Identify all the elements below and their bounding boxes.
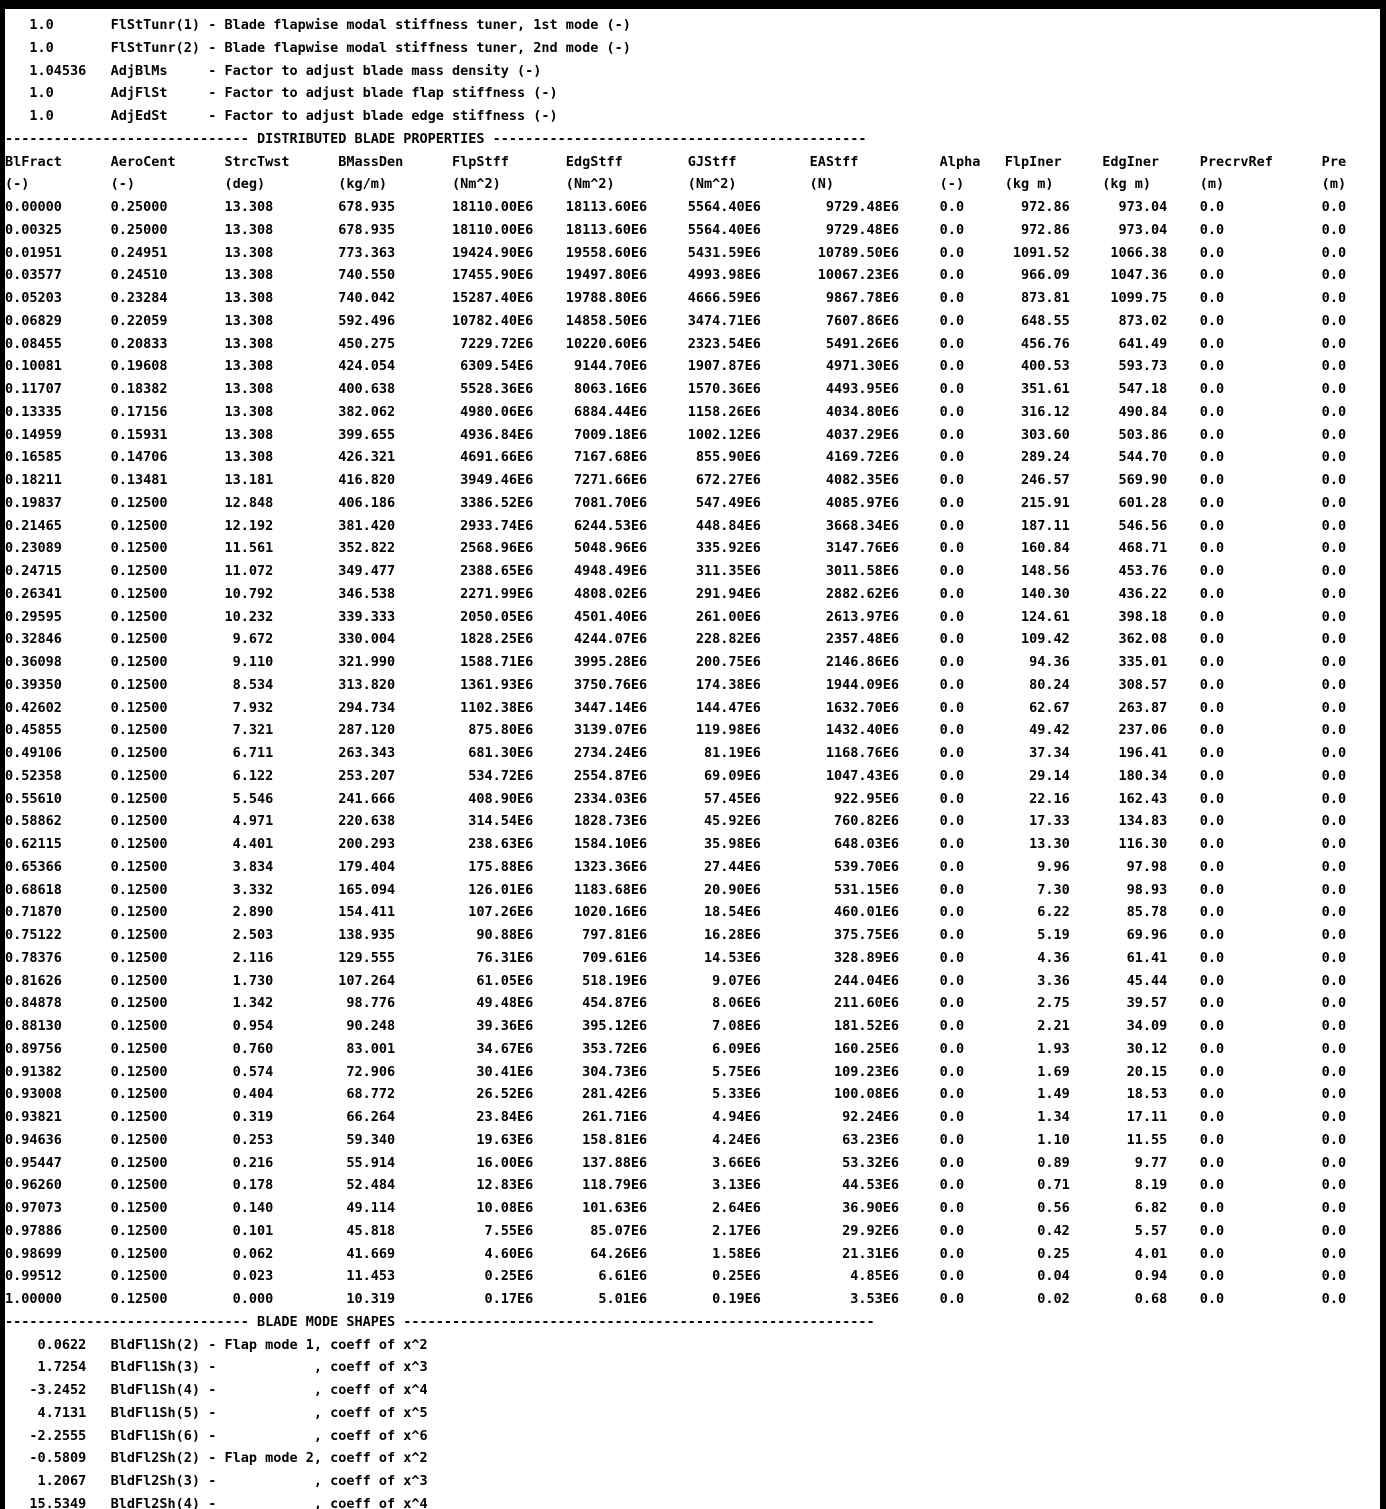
table-header-row: BlFract AeroCent StrcTwst BMassDen FlpStff EdgStff GJStff EAStff Alpha FlpIner EdgIner PrecrvRef Pre [5,153,1347,170]
table-row: 0.98699 0.12500 0.062 41.669 4.60E6 64.26E6 1.58E6 21.31E6 0.0 0.25 4.01 0.0 0.0 [5,1245,1347,1262]
table-row: 0.01951 0.24951 13.308 773.363 19424.90E6 19558.60E6 5431.59E6 10789.50E6 0.0 1091.52 1066.38 0.0 0.0 [5,244,1347,261]
table-row: 0.29595 0.12500 10.232 339.333 2050.05E6 4501.40E6 261.00E6 2613.97E6 0.0 124.61 398.18 0.0 0.0 [5,608,1347,625]
table-row: 0.91382 0.12500 0.574 72.906 30.41E6 304.73E6 5.75E6 109.23E6 0.0 1.69 20.15 0.0 0.0 [5,1063,1347,1080]
table-row: 0.11707 0.18382 13.308 400.638 5528.36E6 8063.16E6 1570.36E6 4493.95E6 0.0 351.61 547.18 0.0 0.0 [5,381,1347,397]
table-row: 0.84878 0.12500 1.342 98.776 49.48E6 454.87E6 8.06E6 211.60E6 0.0 2.75 39.57 0.0 0.0 [5,995,1347,1012]
table-row: 0.08455 0.20833 13.308 450.275 7229.72E6 10220.60E6 2323.54E6 5491.26E6 0.0 456.76 641.49 0.0 0.0 [5,335,1347,352]
table-row: 0.39350 0.12500 8.534 313.820 1361.93E6 3750.76E6 174.38E6 1944.09E6 0.0 80.24 308.57 0.0 0.0 [5,676,1347,693]
mode-shape-line: 4.7131 BldFl1Sh(5) - , coeff of x^5 [5,1404,428,1421]
table-row: 0.62115 0.12500 4.401 200.293 238.63E6 1584.10E6 35.98E6 648.03E6 0.0 13.30 116.30 0.0 0.0 [5,836,1347,852]
table-row: 0.52358 0.12500 6.122 253.207 534.72E6 2554.87E6 69.09E6 1047.43E6 0.0 29.14 180.34 0.0 0.0 [5,767,1347,784]
table-row: 0.78376 0.12500 2.116 129.555 76.31E6 709.61E6 14.53E6 328.89E6 0.0 4.36 61.41 0.0 0.0 [5,949,1347,966]
table-row: 0.58862 0.12500 4.971 220.638 314.54E6 1828.73E6 45.92E6 760.82E6 0.0 17.33 134.83 0.0 0.0 [5,813,1347,830]
mode-shape-line: 1.2067 BldFl2Sh(3) - , coeff of x^3 [5,1473,428,1489]
table-row: 0.19837 0.12500 12.848 406.186 3386.52E6 7081.70E6 547.49E6 4085.97E6 0.0 215.91 601.28 0.0 0.0 [5,494,1347,511]
table-row: 0.16585 0.14706 13.308 426.321 4691.66E6 7167.68E6 855.90E6 4169.72E6 0.0 289.24 544.70 0.0 0.0 [5,449,1347,466]
table-row: 0.94636 0.12500 0.253 59.340 19.63E6 158.81E6 4.24E6 63.23E6 0.0 1.10 11.55 0.0 0.0 [5,1131,1347,1148]
table-row: 0.26341 0.12500 10.792 346.538 2271.99E6 4808.02E6 291.94E6 2882.62E6 0.0 140.30 436.22 0.0 0.0 [5,585,1347,602]
table-row: 0.05203 0.23284 13.308 740.042 15287.40E6 19788.80E6 4666.59E6 9867.78E6 0.0 873.81 1099.75 0.0 0.0 [5,290,1347,306]
table-row: 0.75122 0.12500 2.503 138.935 90.88E6 797.81E6 16.28E6 375.75E6 0.0 5.19 69.96 0.0 0.0 [5,927,1347,943]
table-row: 0.49106 0.12500 6.711 263.343 681.30E6 2734.24E6 81.19E6 1168.76E6 0.0 37.34 196.41 0.0 0.0 [5,745,1347,761]
table-row: 0.99512 0.12500 0.023 11.453 0.25E6 6.61E6 0.25E6 4.85E6 0.0 0.04 0.94 0.0 0.0 [5,1268,1347,1285]
table-row: 0.21465 0.12500 12.192 381.420 2933.74E6 6244.53E6 448.84E6 3668.34E6 0.0 187.11 546.56 0.0 0.0 [5,517,1347,534]
param-line: 1.0 FlStTunr(2) - Blade flapwise modal stiffness tuner, 2nd mode (-) [5,39,631,56]
mode-shape-line: 1.7254 BldFl1Sh(3) - , coeff of x^3 [5,1359,428,1376]
table-row: 0.00000 0.25000 13.308 678.935 18110.00E6 18113.60E6 5564.40E6 9729.48E6 0.0 972.86 973.04 0.0 0.0 [5,199,1347,215]
table-row: 0.23089 0.12500 11.561 352.822 2568.96E6 5048.96E6 335.92E6 3147.76E6 0.0 160.84 468.71 0.0 0.0 [5,540,1347,557]
mode-shape-line: 15.5349 BldFl2Sh(4) - , coeff of x^4 [5,1495,428,1509]
table-row: 0.13335 0.17156 13.308 382.062 4980.06E6 6884.44E6 1158.26E6 4034.80E6 0.0 316.12 490.84 0.0 0.0 [5,403,1347,420]
mode-shape-line: -0.5809 BldFl2Sh(2) - Flap mode 2, coeff of x^2 [5,1450,428,1467]
table-row: 0.36098 0.12500 9.110 321.990 1588.71E6 3995.28E6 200.75E6 2146.86E6 0.0 94.36 335.01 0.0 0.0 [5,654,1347,670]
mode-shape-line: 0.0622 BldFl1Sh(2) - Flap mode 1, coeff of x^2 [5,1336,428,1353]
mode-shape-line: -2.2555 BldFl1Sh(6) - , coeff of x^6 [5,1427,428,1444]
table-row: 1.00000 0.12500 0.000 10.319 0.17E6 5.01E6 0.19E6 3.53E6 0.0 0.02 0.68 0.0 0.0 [5,1291,1347,1307]
table-row: 0.88130 0.12500 0.954 90.248 39.36E6 395.12E6 7.08E6 181.52E6 0.0 2.21 34.09 0.0 0.0 [5,1018,1347,1034]
table-row: 0.97073 0.12500 0.140 49.114 10.08E6 101.63E6 2.64E6 36.90E6 0.0 0.56 6.82 0.0 0.0 [5,1200,1347,1216]
table-row: 0.03577 0.24510 13.308 740.550 17455.90E6 19497.80E6 4993.98E6 10067.23E6 0.0 966.09 1047.36 0.0 0.0 [5,267,1347,284]
table-row: 0.14959 0.15931 13.308 399.655 4936.84E6 7009.18E6 1002.12E6 4037.29E6 0.0 303.60 503.86 0.0 0.0 [5,426,1347,443]
file-text-content [5,9,1380,1509]
table-row: 0.95447 0.12500 0.216 55.914 16.00E6 137.88E6 3.66E6 53.32E6 0.0 0.89 9.77 0.0 0.0 [5,1154,1347,1171]
section-separator: ------------------------------ DISTRIBUTED BLADE PROPERTIES ---------------------------------------------- [5,130,867,147]
table-row: 0.55610 0.12500 5.546 241.666 408.90E6 2334.03E6 57.45E6 922.95E6 0.0 22.16 162.43 0.0 0.0 [5,790,1347,807]
table-units-row: (-) (-) (deg) (kg/m) (Nm^2) (Nm^2) (Nm^2) (N) (-) (kg m) (kg m) (m) (m) [5,176,1347,193]
table-row: 0.81626 0.12500 1.730 107.264 61.05E6 518.19E6 9.07E6 244.04E6 0.0 3.36 45.44 0.0 0.0 [5,972,1347,989]
table-row: 0.18211 0.13481 13.181 416.820 3949.46E6 7271.66E6 672.27E6 4082.35E6 0.0 246.57 569.90 0.0 0.0 [5,472,1347,488]
table-row: 0.97886 0.12500 0.101 45.818 7.55E6 85.07E6 2.17E6 29.92E6 0.0 0.42 5.57 0.0 0.0 [5,1222,1347,1239]
mode-shape-line: -3.2452 BldFl1Sh(4) - , coeff of x^4 [5,1382,428,1398]
table-row: 0.96260 0.12500 0.178 52.484 12.83E6 118.79E6 3.13E6 44.53E6 0.0 0.71 8.19 0.0 0.0 [5,1177,1347,1194]
table-row: 0.71870 0.12500 2.890 154.411 107.26E6 1020.16E6 18.54E6 460.01E6 0.0 6.22 85.78 0.0 0.0 [5,904,1347,921]
param-line: 1.04536 AdjBlMs - Factor to adjust blade mass density (-) [5,62,542,79]
param-line: 1.0 AdjEdSt - Factor to adjust blade edge stiffness (-) [5,108,558,124]
table-row: 0.42602 0.12500 7.932 294.734 1102.38E6 3447.14E6 144.47E6 1632.70E6 0.0 62.67 263.87 0.0 0.0 [5,699,1347,716]
table-row: 0.68618 0.12500 3.332 165.094 126.01E6 1183.68E6 20.90E6 531.15E6 0.0 7.30 98.93 0.0 0.0 [5,881,1347,898]
table-row: 0.32846 0.12500 9.672 330.004 1828.25E6 4244.07E6 228.82E6 2357.48E6 0.0 109.42 362.08 0.0 0.0 [5,631,1347,648]
table-row: 0.06829 0.22059 13.308 592.496 10782.40E6 14858.50E6 3474.71E6 7607.86E6 0.0 648.55 873.02 0.0 0.0 [5,312,1347,329]
table-row: 0.24715 0.12500 11.072 349.477 2388.65E6 4948.49E6 311.35E6 3011.58E6 0.0 148.56 453.76 0.0 0.0 [5,563,1347,579]
table-row: 0.65366 0.12500 3.834 179.404 175.88E6 1323.36E6 27.44E6 539.70E6 0.0 9.96 97.98 0.0 0.0 [5,858,1347,875]
table-row: 0.10081 0.19608 13.308 424.054 6309.54E6 9144.70E6 1907.87E6 4971.30E6 0.0 400.53 593.73 0.0 0.0 [5,358,1347,375]
table-row: 0.93821 0.12500 0.319 66.264 23.84E6 261.71E6 4.94E6 92.24E6 0.0 1.34 17.11 0.0 0.0 [5,1109,1347,1125]
table-row: 0.93008 0.12500 0.404 68.772 26.52E6 281.42E6 5.33E6 100.08E6 0.0 1.49 18.53 0.0 0.0 [5,1086,1347,1103]
table-row: 0.89756 0.12500 0.760 83.001 34.67E6 353.72E6 6.09E6 160.25E6 0.0 1.93 30.12 0.0 0.0 [5,1040,1347,1057]
table-row: 0.45855 0.12500 7.321 287.120 875.80E6 3139.07E6 119.98E6 1432.40E6 0.0 49.42 237.06 0.0 0.0 [5,722,1347,739]
param-line: 1.0 FlStTunr(1) - Blade flapwise modal stiffness tuner, 1st mode (-) [5,17,631,33]
param-line: 1.0 AdjFlSt - Factor to adjust blade flap stiffness (-) [5,85,558,102]
section-separator: ------------------------------ BLADE MODE SHAPES ---------------------------------------------------------- [5,1313,875,1330]
table-row: 0.00325 0.25000 13.308 678.935 18110.00E6 18113.60E6 5564.40E6 9729.48E6 0.0 972.86 973.04 0.0 0.0 [5,221,1347,238]
